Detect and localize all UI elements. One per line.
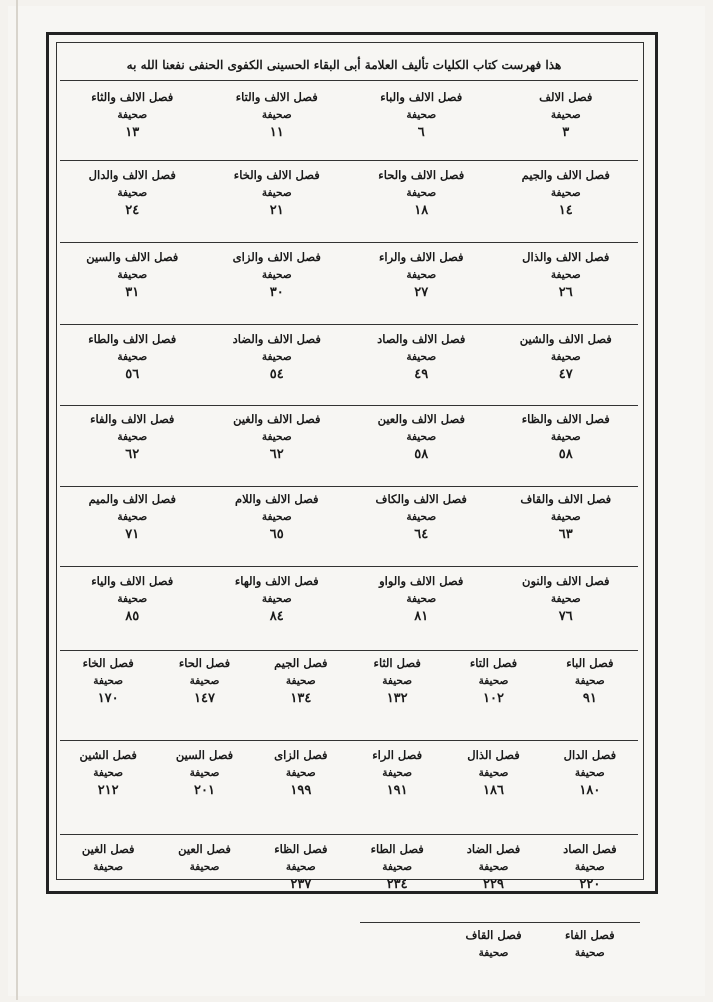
page-fold-line	[16, 0, 18, 1000]
page-number: ٦٥	[269, 527, 284, 542]
chapter-name: فصل الدال	[563, 748, 617, 762]
chapter-name: فصل الالف والعين	[377, 412, 465, 426]
chapter-name: فصل الالف والراء	[378, 250, 464, 264]
index-row	[60, 574, 638, 648]
page-number: ٦٣	[558, 527, 573, 542]
index-entry	[349, 412, 494, 484]
index-row	[60, 332, 638, 406]
chapter-name: فصل الغين	[81, 842, 135, 856]
index-entry	[494, 168, 639, 240]
chapter-name: فصل الفاء	[565, 928, 615, 942]
chapter-name: فصل الظاء	[274, 842, 328, 856]
chapter-name: فصل الالف والشين	[519, 332, 612, 346]
index-entry	[60, 748, 156, 820]
page-word-label: صحيفة	[406, 269, 437, 281]
index-entry	[60, 574, 205, 646]
index-entry	[349, 842, 445, 914]
page-word-label: صحيفة	[285, 675, 316, 687]
page-number: ٥٨	[414, 447, 429, 462]
page-number: ٩١	[582, 691, 597, 706]
chapter-name: فصل الالف والزاى	[232, 250, 321, 264]
index-entry	[494, 412, 639, 484]
page-word-label: صحيفة	[478, 861, 509, 873]
chapter-name: فصل الالف والجيم	[521, 168, 610, 182]
index-row	[60, 168, 638, 242]
index-entry	[60, 332, 205, 404]
chapter-name: فصل الزاى	[274, 748, 328, 762]
index-row	[60, 656, 638, 730]
chapter-name: فصل الالف والباء	[380, 90, 463, 104]
page-word-label: صحيفة	[550, 187, 581, 199]
index-entry	[542, 842, 638, 914]
index-entry	[60, 412, 205, 484]
chapter-name: فصل الالف والحاء	[378, 168, 465, 182]
index-entry	[445, 842, 541, 914]
index-entry	[60, 168, 205, 240]
page-number: ٢١٢	[97, 783, 119, 798]
index-row	[60, 90, 638, 164]
index-entry	[205, 90, 350, 162]
row-divider	[60, 650, 638, 651]
chapter-name: فصل الالف والسين	[86, 250, 179, 264]
page-word-label: صحيفة	[550, 351, 581, 363]
page-number: ٦٢	[269, 447, 284, 462]
page-word-label: صحيفة	[406, 431, 437, 443]
page-number: ١٤	[558, 203, 573, 218]
index-row	[60, 928, 638, 1002]
page-number: ١٨	[414, 203, 429, 218]
index-entry	[205, 250, 350, 322]
page-number: ٢٤	[125, 203, 140, 218]
chapter-name: فصل الالف والهاء	[234, 574, 319, 588]
page-word-label: صحيفة	[574, 861, 605, 873]
page-number: ٨١	[414, 609, 429, 624]
index-entry	[349, 492, 494, 564]
index-entry	[156, 656, 252, 728]
index-entry	[349, 168, 494, 240]
chapter-name: فصل الالف والميم	[88, 492, 176, 506]
last-row-divider	[360, 922, 640, 923]
chapter-name: فصل السين	[175, 748, 234, 762]
page-number: ٨٤	[269, 609, 284, 624]
index-entry	[156, 748, 252, 820]
page-word-label: صحيفة	[261, 593, 292, 605]
page-word-label: صحيفة	[406, 109, 437, 121]
page-word-label: صحيفة	[382, 861, 413, 873]
chapter-name: فصل الشين	[79, 748, 137, 762]
index-entry	[253, 842, 349, 914]
page-number: ٥٤	[269, 367, 284, 382]
page-word-label: صحيفة	[382, 767, 413, 779]
index-row	[60, 748, 638, 822]
page-word-label: صحيفة	[550, 109, 581, 121]
index-entry	[542, 928, 638, 1000]
page-number: ٢٢٩	[483, 877, 504, 892]
index-entry	[60, 492, 205, 564]
page-word-label: صحيفة	[117, 187, 148, 199]
page-number: ١٤٧	[194, 691, 215, 706]
page-number: ٤٧	[558, 367, 573, 382]
page-word-label: صحيفة	[285, 767, 316, 779]
page-word-label: صحيفة	[93, 767, 124, 779]
index-entry	[494, 250, 639, 322]
page-number: ٢٣٧	[290, 877, 312, 892]
index-entry	[494, 492, 639, 564]
page-word-label: صحيفة	[117, 351, 148, 363]
index-entry	[494, 332, 639, 404]
page-word-label: صحيفة	[117, 109, 148, 121]
page-number: ٢١	[269, 203, 284, 218]
page-number: ٣١	[125, 285, 140, 300]
chapter-name: فصل الخاء	[82, 656, 134, 670]
page-word-label: صحيفة	[574, 767, 605, 779]
page-number: ٧٦	[558, 609, 573, 624]
index-entry	[349, 748, 445, 820]
page-number: ١٧٠	[97, 691, 119, 706]
page-word-label: صحيفة	[406, 511, 437, 523]
page-word-label: صحيفة	[574, 675, 605, 687]
index-entry	[349, 574, 494, 646]
chapter-name: فصل الالف والقاف	[520, 492, 612, 506]
index-entry	[349, 90, 494, 162]
index-entry	[542, 656, 638, 728]
page-word-label: صحيفة	[117, 431, 148, 443]
chapter-name: فصل الالف والغين	[233, 412, 321, 426]
chapter-name: فصل الثاء	[373, 656, 421, 670]
index-entry	[253, 656, 349, 728]
page-word-label: صحيفة	[382, 675, 413, 687]
page-word-label: صحيفة	[117, 269, 148, 281]
page-word-label: صحيفة	[93, 861, 124, 873]
page-number: ٢٠١	[194, 783, 215, 798]
chapter-name: فصل الالف والظاء	[521, 412, 610, 426]
index-entry	[349, 250, 494, 322]
chapter-name: فصل الباء	[566, 656, 614, 670]
page-word-label: صحيفة	[261, 187, 292, 199]
row-divider	[60, 324, 638, 325]
page-number: ١٣٢	[386, 691, 408, 706]
page-word-label: صحيفة	[261, 109, 292, 121]
page-word-label: صحيفة	[550, 431, 581, 443]
page-number: ٨٥	[125, 609, 140, 624]
index-entry	[205, 492, 350, 564]
index-entry	[445, 656, 541, 728]
page-number: ٦٢	[125, 447, 140, 462]
page-word-label: صحيفة	[261, 269, 292, 281]
chapter-name: فصل الطاء	[370, 842, 424, 856]
page-number: ١٩١	[386, 783, 408, 798]
page-word-label: صحيفة	[189, 675, 220, 687]
chapter-name: فصل الالف والصاد	[377, 332, 466, 346]
page-number: ٥٦	[125, 367, 140, 382]
page-number: ١٨٠	[579, 783, 601, 798]
page-word-label: صحيفة	[93, 675, 124, 687]
chapter-name: فصل الراء	[372, 748, 423, 762]
page-number: ٥٨	[558, 447, 573, 462]
page-number: ٢٧	[414, 285, 429, 300]
page-number: ٣	[562, 125, 570, 140]
page-number: ٢٦	[558, 285, 573, 300]
index-entry	[494, 90, 639, 162]
chapter-name: فصل الالف والذال	[522, 250, 610, 264]
index-entry	[205, 412, 350, 484]
page-word-label: صحيفة	[189, 767, 220, 779]
chapter-name: فصل الالف والدال	[88, 168, 176, 182]
chapter-name: فصل الالف والياء	[91, 574, 174, 588]
chapter-name: فصل الحاء	[178, 656, 231, 670]
index-entry	[349, 656, 445, 728]
index-entry	[205, 332, 350, 404]
index-entry	[60, 656, 156, 728]
chapter-name: فصل الالف واللام	[234, 492, 319, 506]
page-word-label: صحيفة	[478, 675, 509, 687]
chapter-name: فصل الذال	[467, 748, 520, 762]
page-number: ٦٤	[414, 527, 429, 542]
page-word-label: صحيفة	[261, 351, 292, 363]
page-word-label: صحيفة	[406, 187, 437, 199]
page-number: ١٨٦	[483, 783, 504, 798]
page-number: ١٣٤	[290, 691, 312, 706]
row-divider	[60, 566, 638, 567]
row-divider	[60, 242, 638, 243]
chapter-name: فصل الالف والكاف	[375, 492, 467, 506]
index-entry	[205, 168, 350, 240]
chapter-name: فصل الالف والثاء	[91, 90, 174, 104]
page-number: ٧١	[125, 527, 140, 542]
chapter-name: فصل الالف والضاد	[232, 332, 321, 346]
index-entry	[60, 250, 205, 322]
index-entry	[205, 574, 350, 646]
chapter-name: فصل القاف	[465, 928, 522, 942]
index-entry	[445, 748, 541, 820]
index-row	[60, 492, 638, 566]
page-word-label: صحيفة	[478, 767, 509, 779]
index-row	[60, 412, 638, 486]
index-entry	[445, 928, 541, 1000]
index-entry	[494, 574, 639, 646]
row-divider	[60, 834, 638, 835]
index-entry	[349, 332, 494, 404]
page-number: ١١	[269, 125, 284, 140]
page-word-label: صحيفة	[550, 593, 581, 605]
row-divider	[60, 740, 638, 741]
index-entry	[542, 748, 638, 820]
page-number: ٢٢٠	[579, 877, 601, 892]
page-word-label: صحيفة	[261, 431, 292, 443]
index-row	[60, 250, 638, 324]
chapter-name: فصل الصاد	[563, 842, 617, 856]
chapter-name: فصل الالف والتاء	[235, 90, 318, 104]
page-word-label: صحيفة	[285, 861, 316, 873]
chapter-name: فصل الالف	[539, 90, 593, 104]
page-number: ١٩٩	[290, 783, 312, 798]
index-row	[60, 842, 638, 916]
page-word-label: صحيفة	[261, 511, 292, 523]
page-word-label: صحيفة	[406, 593, 437, 605]
chapter-name: فصل التاء	[469, 656, 518, 670]
row-divider	[60, 486, 638, 487]
page-number: ٦	[417, 125, 425, 140]
page-number: ١٣	[125, 125, 140, 140]
index-entry	[156, 842, 252, 914]
page-word-label: صحيفة	[574, 947, 605, 959]
page-word-label: صحيفة	[117, 511, 148, 523]
page-word-label: صحيفة	[406, 351, 437, 363]
page-word-label: صحيفة	[550, 511, 581, 523]
chapter-name: فصل العين	[178, 842, 231, 856]
chapter-name: فصل الضاد	[466, 842, 521, 856]
page-word-label: صحيفة	[189, 861, 220, 873]
page-word-label: صحيفة	[478, 947, 509, 959]
chapter-name: فصل الالف والطاء	[88, 332, 177, 346]
chapter-name: فصل الالف والواو	[379, 574, 464, 588]
index-entry	[253, 748, 349, 820]
page-word-label: صحيفة	[117, 593, 148, 605]
index-entry	[60, 842, 156, 914]
title-divider	[60, 80, 638, 81]
index-entry	[60, 90, 205, 162]
page-number: ٢٣٤	[386, 877, 408, 892]
chapter-name: فصل الالف والنون	[522, 574, 610, 588]
chapter-name: فصل الالف والخاء	[233, 168, 320, 182]
page-word-label: صحيفة	[550, 269, 581, 281]
page-number: ٣٠	[269, 285, 284, 300]
chapter-name: فصل الجيم	[274, 656, 328, 670]
index-title: هذا فهرست كتاب الكليات تأليف العلامة أبى البقاء الحسينى الكفوى الحنفى نفعنا الله به	[126, 58, 562, 72]
chapter-name: فصل الالف والفاء	[90, 412, 175, 426]
page-number: ٤٩	[414, 367, 429, 382]
page-number: ١٠٢	[483, 691, 504, 706]
